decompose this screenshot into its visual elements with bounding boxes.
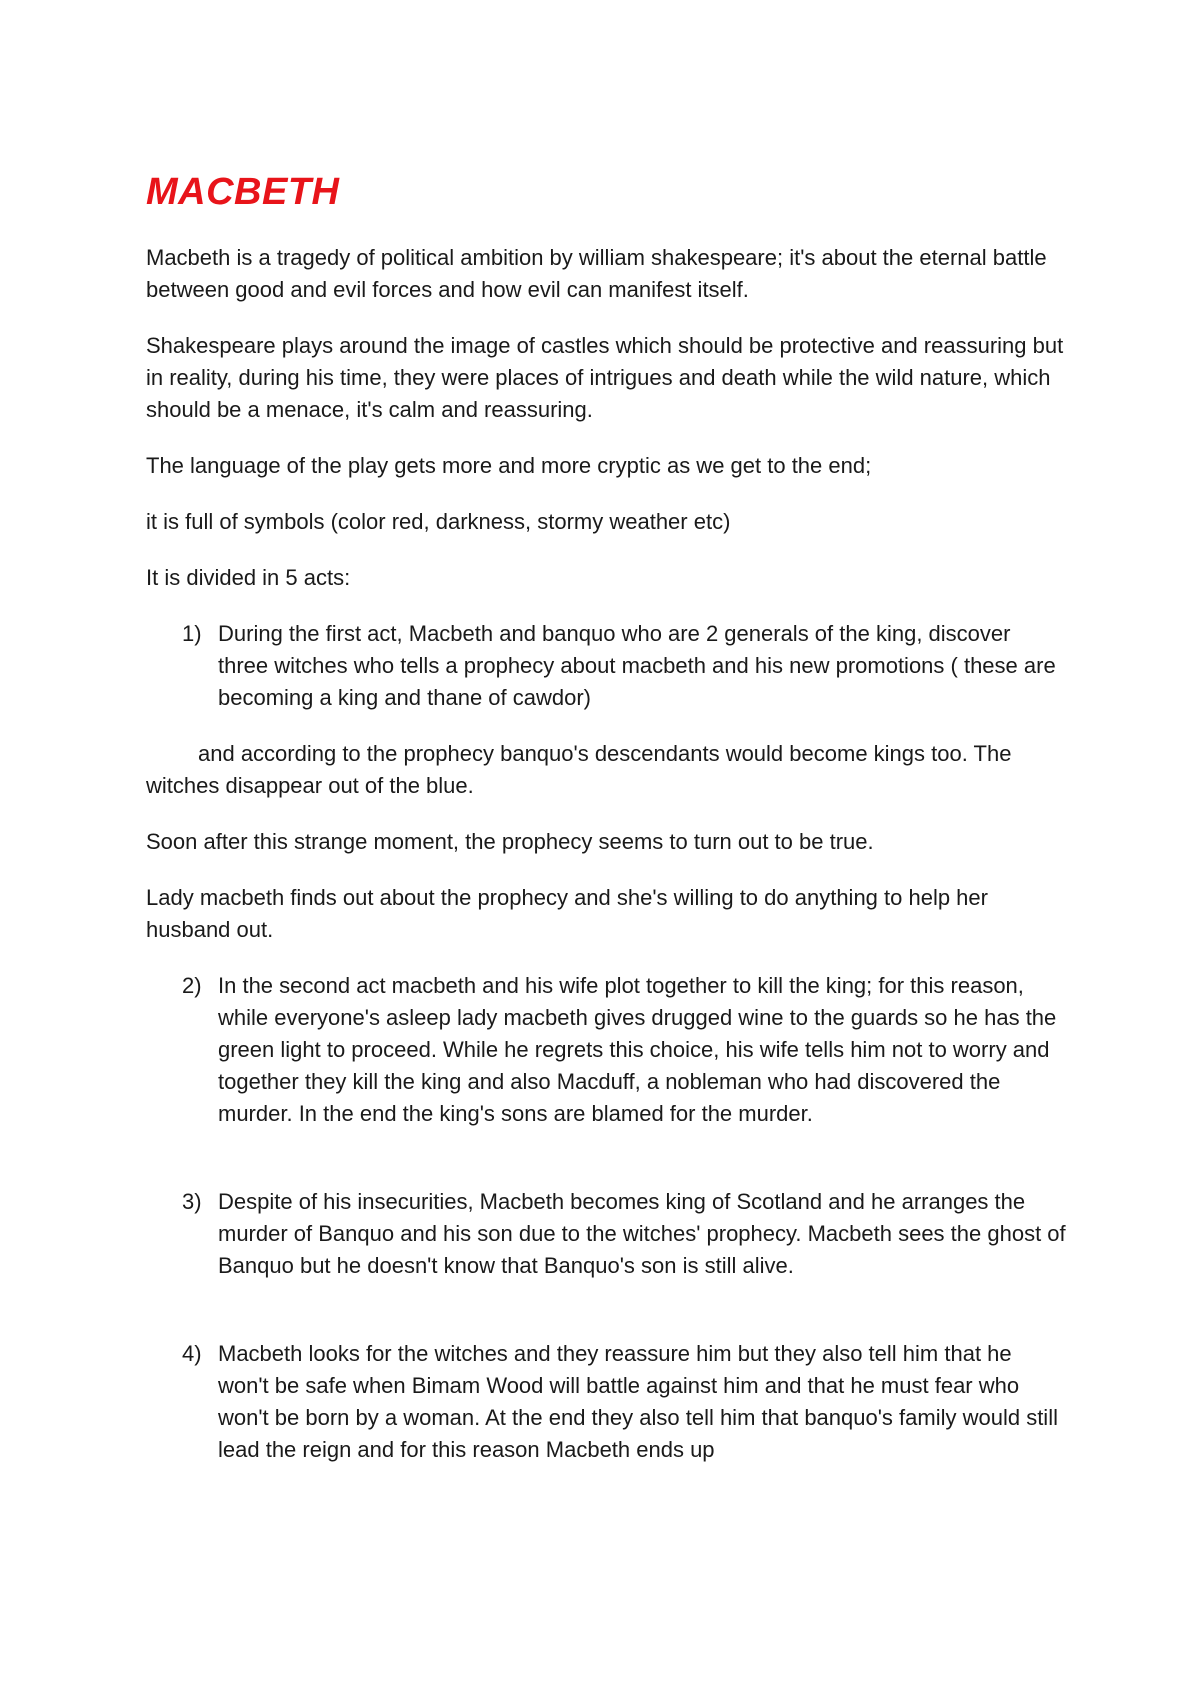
prophecy-paragraph: and according to the prophecy banquo's descendants would become kings too. The witches disappear out of the blue.: [146, 741, 1012, 798]
act-list-item: [146, 1338, 1066, 1466]
act-number: 1): [182, 621, 202, 646]
symbols-paragraph: it is full of symbols (color red, darkness, stormy weather etc): [146, 509, 731, 534]
castles-paragraph: Shakespeare plays around the image of castles which should be protective and reassuring but in reality, during his time, they were places of intrigues and death while the wild nature, which should be a menace, it's calm and reassuring.: [146, 333, 1064, 422]
act-number: 3): [182, 1189, 202, 1214]
act-text: Despite of his insecurities, Macbeth becomes king of Scotland and he arranges the murder of Banquo and his son due to the witches' prophecy. Macbeth sees the ghost of Banquo but he doesn't know that Banquo's son is still alive.: [218, 1189, 1066, 1278]
act-list-item: [146, 618, 1066, 714]
lady-macbeth-paragraph: Lady macbeth finds out about the prophecy and she's willing to do anything to help her husband out.: [146, 885, 988, 942]
blank-line: [146, 1306, 1066, 1338]
document-content: [146, 170, 1066, 1490]
act-text: During the first act, Macbeth and banquo who are 2 generals of the king, discover three witches who tells a prophecy about macbeth and his new promotions ( these are becoming a king and thane of cawdor): [218, 621, 1056, 710]
intro-paragraph: Macbeth is a tragedy of political ambition by william shakespeare; it's about the eternal battle between good and evil forces and how evil can manifest itself.: [146, 245, 1047, 302]
document-title: MACBETH: [146, 171, 340, 213]
prophecy-true-paragraph: Soon after this strange moment, the prophecy seems to turn out to be true.: [146, 829, 874, 854]
blank-line: [146, 1154, 1066, 1186]
act-number: 2): [182, 973, 202, 998]
act-text: Macbeth looks for the witches and they reassure him but they also tell him that he won't be safe when Bimam Wood will battle against him and that he must fear who won't be born by a woman. At the end they also tell him that banquo's family would still lead the reign and for this reason Macbeth ends up: [218, 1341, 1058, 1462]
act-text: In the second act macbeth and his wife plot together to kill the king; for this reason, while everyone's asleep lady macbeth gives drugged wine to the guards so he has the green light to proceed. While he regrets this choice, his wife tells him not to worry and together they kill the king and also Macduff, a nobleman who had discovered the murder. In the end the king's sons are blamed for the murder.: [218, 973, 1057, 1126]
act-number: 4): [182, 1341, 202, 1366]
act-list-item: [146, 970, 1066, 1130]
acts-intro-paragraph: It is divided in 5 acts:: [146, 565, 351, 590]
act-list-item: [146, 1186, 1066, 1282]
language-paragraph: The language of the play gets more and more cryptic as we get to the end;: [146, 453, 872, 478]
